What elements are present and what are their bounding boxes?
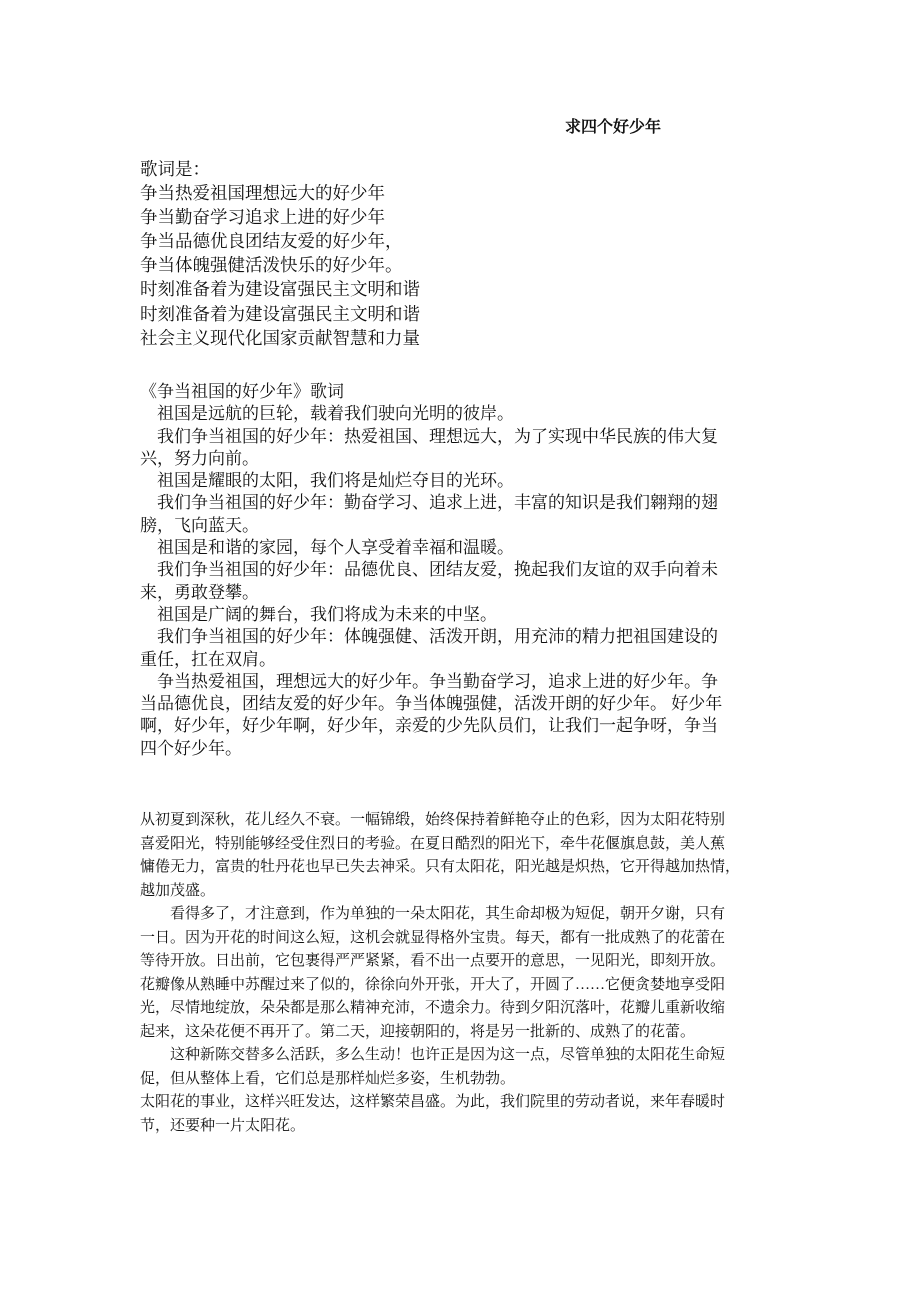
text-line: 我们争当祖国的好少年：体魄强健、活泼开朗，用充沛的精力把祖国建设的 (157, 627, 718, 647)
text-line: 时刻准备着为建设富强民主文明和谐 (140, 279, 420, 300)
text-line: 节，还要种一片太阳花。 (140, 1117, 306, 1134)
text-line: 当品德优良，团结友爱的好少年。争当体魄强健，活泼开朗的好少年。 好少年 (140, 694, 723, 714)
text-line: 这种新陈交替多么活跃，多么生动！也许正是因为这一点，尽管单独的太阳花生命短 (170, 1047, 726, 1063)
text-line: 慵倦无力，富贵的牡丹花也早已失去神采。只有太阳花，阳光越是炽热，它开得越加热情， (140, 859, 741, 875)
text-line: 歌词是： (140, 159, 210, 179)
text-line: 看得多了，才注意到，作为单独的一朵太阳花，其生命却极为短促，朝开夕谢，只有 (170, 906, 726, 922)
text-line: 争当勤奋学习追求上进的好少年 (140, 207, 385, 228)
text-line: 太阳花的事业，这样兴旺发达，这样繁荣昌盛。为此，我们院里的劳动者说，来年春暖时 (140, 1094, 726, 1110)
text-line: 争当热爱祖国，理想远大的好少年。争当勤奋学习，追求上进的好少年。争 (157, 671, 718, 691)
text-line: 祖国是和谐的家园，每个人享受着幸福和温暖。 (157, 538, 514, 558)
text-line: 促，但从整体上看，它们总是那样灿烂多姿，生机勃勃。 (140, 1070, 516, 1087)
text-line: 来，勇敢登攀。 (140, 582, 259, 602)
text-line: 四个好少年。 (140, 738, 242, 758)
text-line: 起来，这朵花便不再开了。第二天，迎接朝阳的，将是另一批新的、成熟了的花蕾。 (140, 1023, 696, 1040)
essay-section (140, 809, 740, 1138)
text-line: 越加茂盛。 (140, 882, 216, 899)
text-line: 一日。因为开花的时间这么短，这机会就显得格外宝贵。每天，都有一批成熟了的花蕾在 (140, 929, 726, 946)
song-lyrics-section (140, 381, 722, 760)
text-line: 社会主义现代化国家贡献智慧和力量 (140, 327, 420, 348)
text-line: 兴，努力向前。 (140, 448, 259, 468)
text-line: 重任，扛在双肩。 (140, 649, 276, 669)
text-line: 祖国是耀眼的太阳，我们将是灿烂夺目的光环。 (157, 471, 514, 491)
document-title: 求四个好少年 (565, 119, 662, 136)
song-title: 《争当祖国的好少年》歌词 (140, 382, 344, 401)
text-line: 喜爱阳光，特别能够经受住烈日的考验。在夏日酷烈的阳光下，牵牛花偃旗息鼓，美人蕉 (140, 835, 726, 852)
text-line: 等待开放。日出前，它包裹得严严紧紧，看不出一点要开的意思，一见阳光，即刻开放。 (140, 953, 726, 969)
text-line: 祖国是广阔的舞台，我们将成为未来的中坚。 (157, 604, 497, 624)
text-line: 膀，飞向蓝天。 (140, 515, 259, 535)
text-line: 花瓣像从熟睡中苏醒过来了似的，徐徐向外开张，开大了，开圆了……它便贪婪地享受阳 (140, 976, 726, 993)
text-line: 时刻准备着为建设富强民主文明和谐 (140, 303, 420, 324)
text-line: 我们争当祖国的好少年：品德优良、团结友爱，挽起我们友谊的双手向着未 (157, 560, 718, 580)
text-line: 我们争当祖国的好少年：热爱祖国、理想远大，为了实现中华民族的伟大复 (157, 426, 718, 446)
text-line: 从初夏到深秋，花儿经久不衰。一幅锦缎，始终保持着鲜艳夺止的色彩，因为太阳花特别 (140, 812, 726, 828)
text-line: 啊，好少年，好少年啊，好少年，亲爱的少先队员们，让我们一起争呀，争当 (140, 716, 718, 736)
text-line: 祖国是远航的巨轮，载着我们驶向光明的彼岸。 (157, 404, 514, 424)
text-line: 争当体魄强健活泼快乐的好少年。 (140, 255, 403, 276)
text-line: 我们争当祖国的好少年：勤奋学习、追求上进，丰富的知识是我们翱翔的翅 (157, 493, 718, 513)
text-line: 光，尽情地绽放，朵朵都是那么精神充沛，不遗余力。待到夕阳沉落叶，花瓣儿重新收缩 (140, 1000, 726, 1016)
lyrics-intro-section (140, 157, 420, 350)
text-line: 争当品德优良团结友爱的好少年， (140, 231, 403, 252)
text-line: 争当热爱祖国理想远大的好少年 (140, 183, 385, 204)
